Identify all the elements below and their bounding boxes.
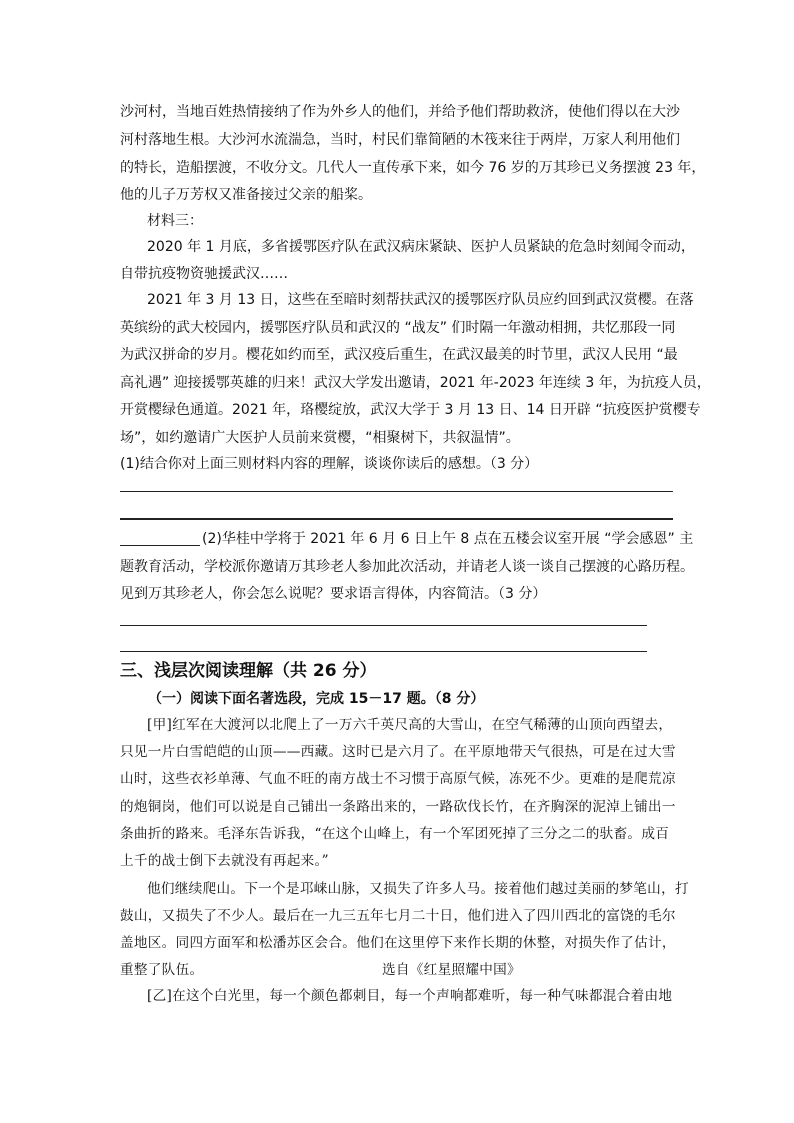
text-line: 他们继续爬山。下一个是邛崃山脉，又损失了许多人马。接着他们越过美丽的梦笔山，打 [147,881,689,897]
text-line: 2021 年 3 月 13 日，这些在至暗时刻帮扶武汉的援鄂医疗队员应约回到武汉赏樱。在落 [147,292,694,308]
answer-line[interactable] [120,651,647,652]
text-line: 自带抗疫物资驰援武汉…… [120,266,288,282]
text-line: 高礼遇” 迎接援鄂英雄的归来！武汉大学发出邀请，2021 年-2023 年连续 3 年，为抗疫人员， [120,375,711,391]
answer-line[interactable] [120,491,673,492]
text-line: 山时，这些衣衫单薄、气血不旺的南方战士不习惯于高原气候，冻死不少。更难的是爬荒凉 [120,771,676,787]
text-line: 的炮铜岗，他们可以说是自己铺出一条路出来的，一路砍伐长竹，在齐胸深的泥淖上铺出一 [120,799,676,815]
text-line: 场”，如约邀请广大医护人员前来赏樱，“相聚树下，共叙温情”。 [120,430,520,446]
text-line: 开赏樱绿色通道。2021 年，珞樱绽放，武汉大学于 3 月 13 日、14 日开辟 “抗疫医护赏樱专 [120,402,701,418]
text-line: 重整了队伍。 [120,962,204,978]
subsection-heading: （一）阅读下面名著选段，完成 15－17 题。（8 分） [148,691,485,707]
text-line: 见到万其珍老人，你会怎么说呢？要求语言得体，内容简洁。（3 分） [120,586,547,602]
text-line: 沙河村，当地百姓热情接纳了作为外乡人的他们，并给予他们帮助救济，使他们得以在大沙 [120,104,680,120]
question-1: (1)结合你对上面三则材料内容的理解，谈谈你读后的感想。（3 分） [120,456,539,472]
excerpt-source: 选自《红星照耀中国》 [382,962,521,978]
text-line: 为武汉拼命的岁月。樱花如约而至，武汉疫后重生，在武汉最美的时节里，武汉人民用 “最 [120,347,678,363]
text-line: 的特长，造船摆渡，不收分文。几代人一直传承下来，如今 76 岁的万其珍已义务摆渡 23 年， [120,160,706,176]
text-line: 条曲折的路来。毛泽东告诉我，“在这个山峰上，有一个军团死掉了三分之二的驮畜。成百 [120,826,670,842]
answer-line[interactable] [120,518,673,520]
text-line: (2)华桂中学将于 2021 年 6 月 6 日上午 8 点在五楼会议室开展 “学会感恩” 主 [202,531,694,547]
text-line: 英缤纷的武大校园内，援鄂医疗队员和武汉的 “战友” 们时隔一年激动相拥，共忆那段一同 [120,320,676,336]
text-line: 2020 年 1 月底，多省援鄂医疗队在武汉病床紧缺、医护人员紧缺的危急时刻闻令而动， [147,239,695,255]
text-line: 上千的战士倒下去就没有再起来。” [120,853,329,869]
text-line: 盖地区。同四方面军和松潘苏区会合。他们在这里停下来作长期的休整，对损失作了估计， [120,935,676,951]
text-line: 河村落地生根。大沙河水流湍急，当时，村民们靠简陋的木筏来往于两岸，万家人利用他们 [120,132,680,148]
text-line: [乙]在这个白光里，每一个颜色都刺目，每一个声响都难听，每一种气味都混合着由地 [147,988,673,1004]
text-line: 只见一片白雪皑皑的山顶——西藏。这时已是六月了。在平原地带天气很热，可是在过大雪 [120,744,676,760]
text-line: 题教育活动，学校派你邀请万其珍老人参加此次活动，并请老人谈一谈自己摆渡的心路历程。 [120,559,694,575]
answer-line[interactable] [120,531,200,546]
text-line: 他的儿子万芳权又准备接过父亲的船桨。 [120,187,372,203]
answer-line[interactable] [120,625,647,626]
material-3-label: 材料三： [147,213,203,229]
text-line: [甲]红军在大渡河以北爬上了一万六千英尺高的大雪山，在空气稀薄的山顶向西望去， [147,717,673,733]
section-heading: 三、浅层次阅读理解（共 26 分） [120,661,377,681]
text-line: 鼓山，又损失了不少人。最后在一九三五年七月二十日，他们进入了四川西北的富饶的毛尔 [120,908,676,924]
